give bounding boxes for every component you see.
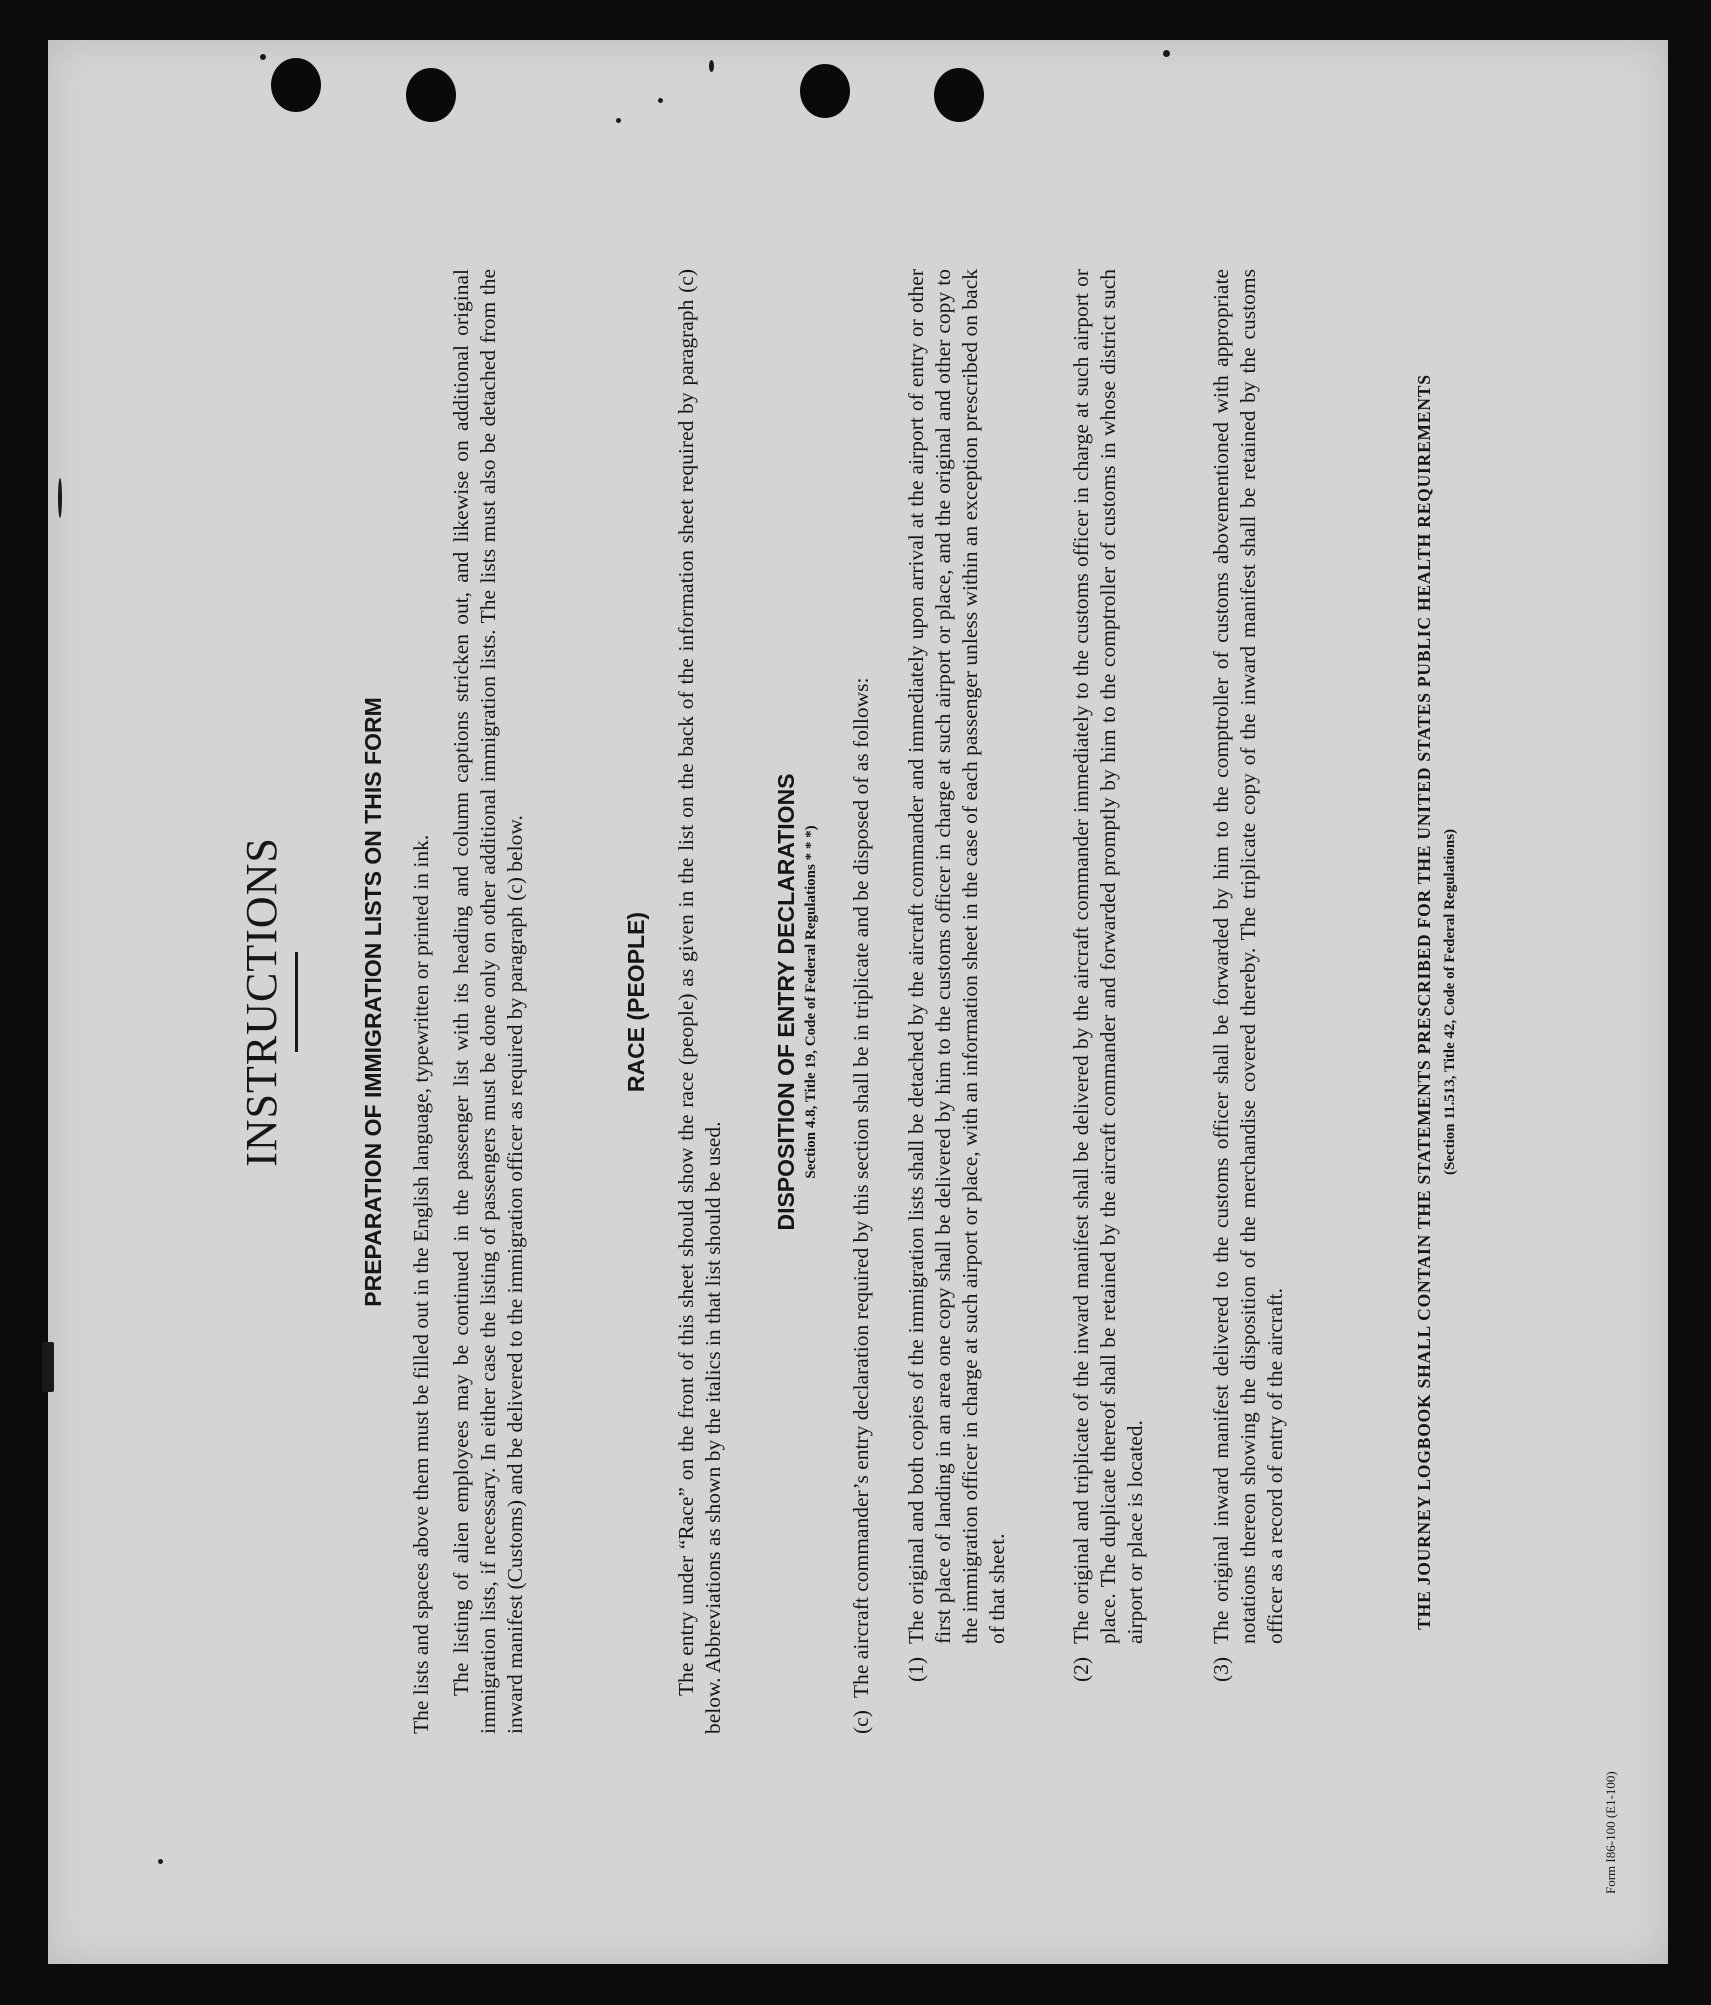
disposition-heading: DISPOSITION OF ENTRY DECLARATIONS [773,773,799,1231]
disposition-item-2 [1068,269,1149,1734]
preparation-heading: PREPARATION OF IMMIGRATION LISTS ON THIS FORM [360,697,386,1307]
preparation-paragraph-2: The listing of alien employees may be continued in the passenger list with its heading and column captions stricken out, and likewise on additional original immigration lists, if necessary. In either case the listing of passengers must be done only on other additional immigration lists. The lists must also be detached from the inward manifest (Customs) and be delivered to the immigration officer as required by paragraph (c) below. [449,269,527,1734]
item-label: (1) [904,1656,928,1682]
race-paragraph: The entry under “Race” on the front of this sheet should show the race (people) as given in the list on the back of the information sheet required by paragraph (c) below. Abbreviations as shown by the italics in that list should be used. [674,269,725,1734]
logbook-statement: THE JOURNEY LOGBOOK SHALL CONTAIN THE STATEMENTS PRESCRIBED FOR THE UNITED STATES PUBLIC HEALTH REQUIREMENTS [1414,374,1434,1630]
race-heading: RACE (PEOPLE) [623,911,649,1093]
page-title: INSTRUCTIONS [237,837,286,1167]
item-text: The original and triplicate of the inward manifest shall be delivered by the aircraft commander immediately to the customs officer in charge at such airport or place. The duplicate thereof shall be retained by the aircraft commander and forwarded promptly by him to the comptroller of customs in whose district such airport or place is located. [1069,269,1147,1644]
item-label: (2) [1069,1656,1093,1682]
logbook-citation: (Section 11.513, Title 42, Code of Federal Regulations) [1442,828,1458,1176]
title-rule [295,952,298,1052]
paper-sheet [48,40,1668,1964]
disposition-intro [848,269,875,1734]
paragraph-text: The aircraft commander’s entry declaration required by this section shall be in triplicate and be disposed of as follows: [849,677,873,1698]
form-number: Form I86-100 (E1-100) [1603,1771,1618,1894]
disposition-item-3 [1208,269,1289,1734]
paragraph-label: (c) [849,1710,873,1734]
disposition-item-1 [903,269,1011,1734]
rotated-document-content [48,40,1668,1964]
item-text: The original inward manifest delivered to the customs officer shall be forwarded by him to the comptroller of customs abovementioned with appropriate notations thereon showing the disposition of the merchandise covered thereby. The triplicate copy of the inward manifest shall be retained by the customs officer as a record of entry of the aircraft. [1209,269,1287,1644]
item-label: (3) [1209,1656,1233,1682]
item-text: The original and both copies of the immigration lists shall be detached by the aircraft commander and immediately upon arrival at the airport of entry or other first place of landing in an area one copy shall be delivered by him to the customs officer in charge at such airport or place, and the original and other copy to the immigration officer in charge at such airport or place, with an information sheet in the case of each passenger unless within an exception prescribed on back of that sheet. [904,269,1009,1644]
disposition-subheading: Section 4.8, Title 19, Code of Federal Regulations * * *) [803,825,819,1179]
preparation-paragraph-1: The lists and spaces above them must be filled out in the English language, typewritten or printed in ink. [409,834,433,1734]
